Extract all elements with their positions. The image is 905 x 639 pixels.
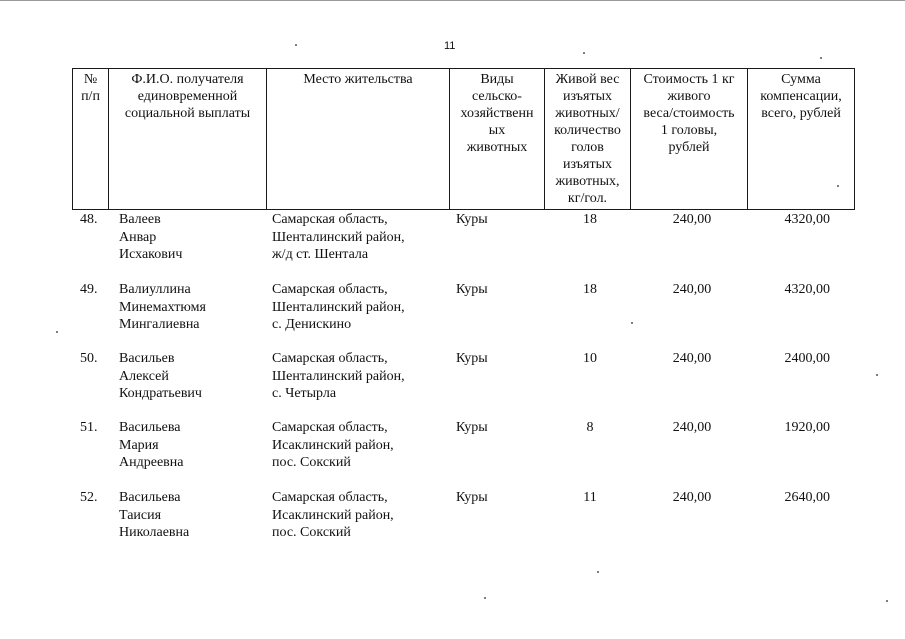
header-line: голов [571, 140, 604, 155]
scan-speck [484, 597, 486, 599]
residence-address-line: ж/д ст. Шентала [272, 247, 369, 262]
scan-speck [876, 374, 878, 376]
header-line: Ф.И.О. получателя [131, 72, 244, 87]
residence-address [272, 489, 394, 542]
recipient-name-line: Таисия [119, 507, 162, 523]
header-line: живого [667, 89, 711, 104]
header-total-compensation [748, 69, 855, 210]
row-number: 51. [80, 420, 98, 435]
live-weight: 18 [583, 282, 597, 297]
table-row [72, 419, 862, 489]
recipient-name-line: Минемахтюмя [119, 299, 206, 315]
residence-address-line: Исаклинский район, [272, 437, 394, 453]
header-line: хозяйственн [460, 106, 534, 121]
header-unit-cost [631, 69, 748, 210]
unit-cost: 240,00 [672, 490, 712, 505]
recipient-name-line: Васильев [119, 351, 175, 366]
table-header [72, 68, 855, 210]
total-compensation: 2400,00 [784, 351, 830, 366]
scan-speck [631, 322, 633, 324]
header-line: животных/ [555, 106, 620, 121]
live-weight: 8 [586, 420, 594, 435]
live-weight: 10 [583, 351, 597, 366]
scan-speck [886, 600, 888, 602]
header-line: рублей [668, 140, 710, 155]
residence-address-line: Самарская область, [272, 351, 388, 366]
header-line: Сумма [781, 72, 821, 87]
scan-speck [295, 44, 297, 46]
header-line: компенсации, [760, 89, 842, 104]
recipient-name [119, 350, 202, 403]
header-line: изъятых [563, 89, 612, 104]
total-compensation: 4320,00 [784, 282, 830, 297]
residence-address-line: пос. Сокский [272, 525, 351, 540]
residence-address [272, 419, 394, 472]
scan-speck [56, 331, 58, 333]
header-line: Место жительства [303, 72, 413, 87]
residence-address-line: Шенталинский район, [272, 229, 405, 245]
animal-type: Куры [456, 351, 488, 366]
header-line: Виды [480, 72, 514, 87]
recipient-name-line: Мингалиевна [119, 317, 200, 332]
residence-address-line: Самарская область, [272, 212, 388, 227]
recipient-name-line: Васильева [119, 420, 181, 435]
unit-cost: 240,00 [672, 212, 712, 227]
header-line: количество [554, 123, 621, 138]
header-line: ых [488, 123, 506, 138]
animal-type: Куры [456, 212, 488, 227]
recipient-name-line: Исхакович [119, 247, 183, 262]
page-top-edge [0, 0, 905, 1]
residence-address-line: Самарская область, [272, 282, 388, 297]
header-line: социальной выплаты [124, 106, 251, 121]
header-line: Живой вес [555, 72, 620, 87]
header-line: п/п [81, 89, 100, 104]
header-line: № [83, 72, 98, 87]
unit-cost: 240,00 [672, 282, 712, 297]
recipient-name-line: Васильева [119, 490, 181, 505]
live-weight: 18 [583, 212, 597, 227]
header-line: всего, рублей [761, 106, 841, 121]
total-compensation: 1920,00 [784, 420, 830, 435]
header-line: кг/гол. [567, 191, 608, 206]
recipient-name [119, 489, 189, 542]
animal-type: Куры [456, 420, 488, 435]
header-line: изъятых [563, 157, 612, 172]
unit-cost: 240,00 [672, 351, 712, 366]
header-line: веса/стоимость [643, 106, 735, 121]
scan-speck [583, 52, 585, 54]
residence-address-line: Исаклинский район, [272, 507, 394, 523]
unit-cost: 240,00 [672, 420, 712, 435]
row-number: 50. [80, 351, 98, 366]
total-compensation: 2640,00 [784, 490, 830, 505]
recipient-name-line: Николаевна [119, 525, 190, 540]
table-row [72, 211, 862, 281]
scan-speck [597, 571, 599, 573]
recipient-name-line: Анвар [119, 229, 157, 245]
row-number: 48. [80, 212, 98, 227]
table-row [72, 350, 862, 420]
header-line: животных [466, 140, 528, 155]
residence-address-line: Шенталинский район, [272, 299, 405, 315]
recipient-name-line: Валеев [119, 212, 161, 227]
header-line: 1 головы, [660, 123, 718, 138]
page-number: 11 [444, 40, 456, 52]
header-line: единовременной [137, 89, 238, 104]
header-line: Стоимость 1 кг [643, 72, 735, 87]
total-compensation: 4320,00 [784, 212, 830, 227]
scan-speck [837, 185, 839, 187]
header-line: животных, [555, 174, 620, 189]
recipient-name-line: Валиуллина [119, 282, 191, 297]
recipient-name-line: Алексей [119, 368, 169, 384]
recipient-name-line: Андреевна [119, 455, 184, 470]
residence-address [272, 211, 405, 264]
header-residence [267, 69, 450, 210]
residence-address-line: Самарская область, [272, 420, 388, 435]
recipient-name-line: Кондратьевич [119, 386, 202, 401]
residence-address-line: пос. Сокский [272, 455, 351, 470]
recipient-name [119, 419, 183, 472]
animal-type: Куры [456, 282, 488, 297]
live-weight: 11 [583, 490, 597, 505]
recipient-name [119, 211, 182, 264]
header-number [73, 69, 109, 210]
scan-speck [820, 57, 822, 59]
table-row [72, 281, 862, 351]
header-line: сельско- [472, 89, 522, 104]
header-animal-type [450, 69, 545, 210]
header-full-name [109, 69, 267, 210]
animal-type: Куры [456, 490, 488, 505]
residence-address [272, 281, 405, 334]
recipient-name-line: Мария [119, 437, 159, 453]
residence-address [272, 350, 405, 403]
residence-address-line: с. Четырла [272, 386, 337, 401]
residence-address-line: с. Денискино [272, 317, 352, 332]
recipient-name [119, 281, 206, 334]
row-number: 49. [80, 282, 98, 297]
table-row [72, 489, 862, 559]
header-live-weight [545, 69, 631, 210]
row-number: 52. [80, 490, 98, 505]
residence-address-line: Самарская область, [272, 490, 388, 505]
residence-address-line: Шенталинский район, [272, 368, 405, 384]
